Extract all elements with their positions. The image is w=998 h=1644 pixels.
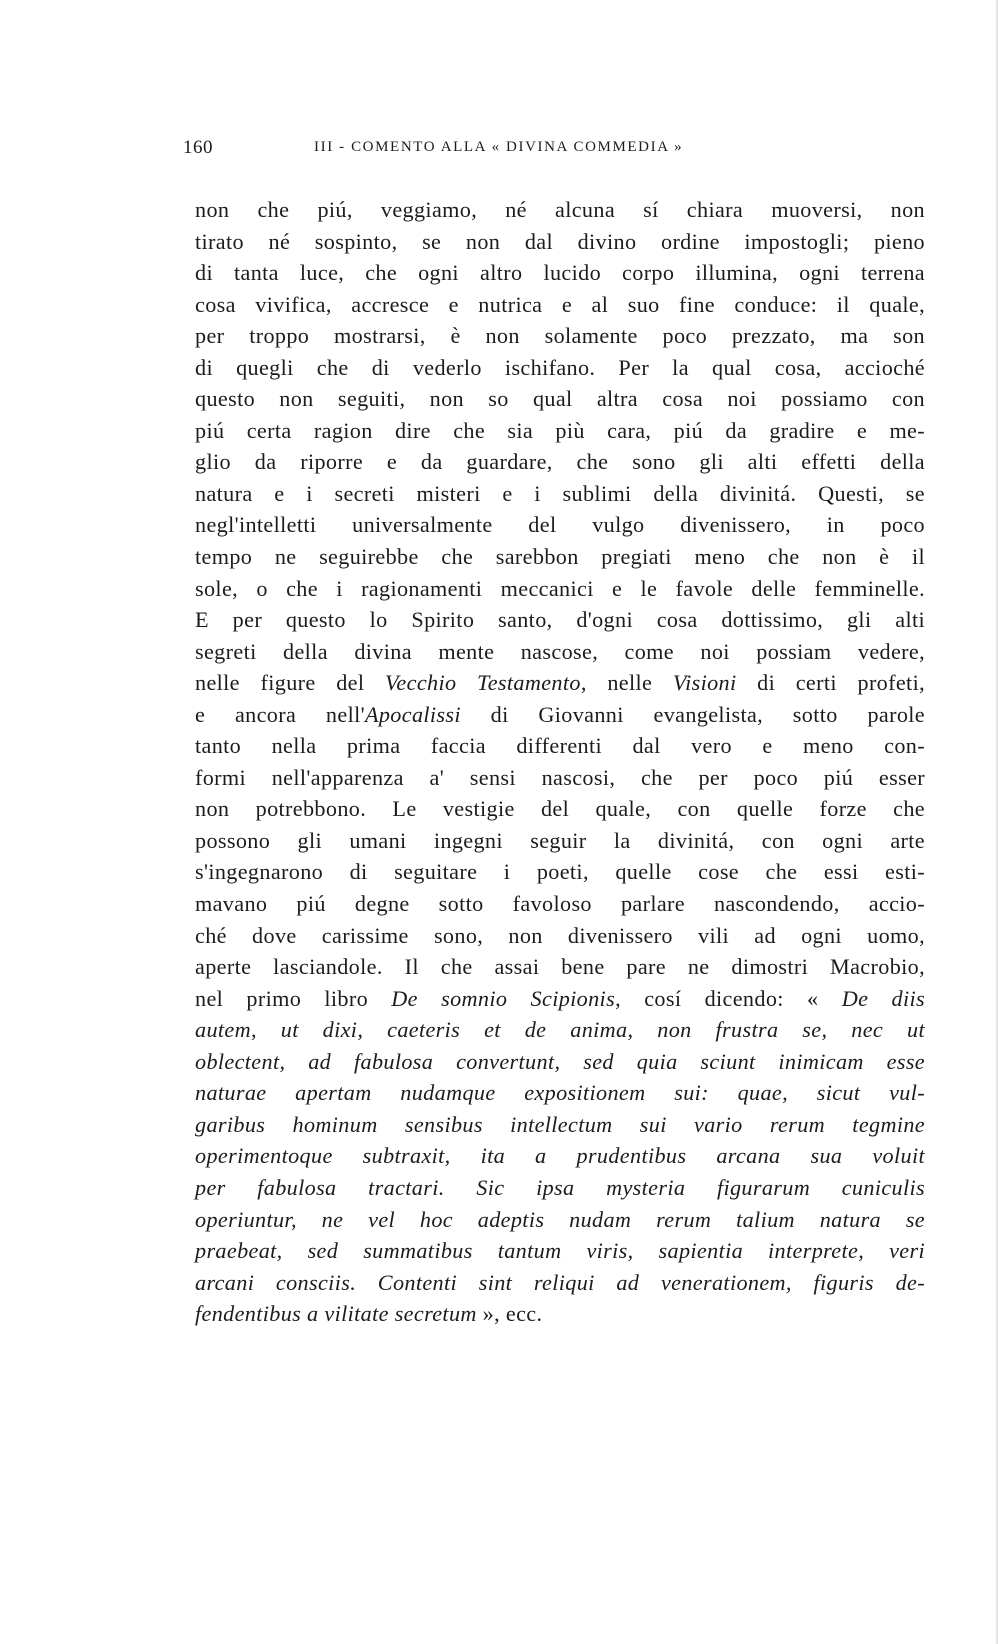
text-line xyxy=(195,636,925,668)
text-segment: negl'intelletti universalmente del vulgo divenissero, in poco xyxy=(195,512,925,538)
text-line xyxy=(195,1267,925,1299)
italic-segment: oblectent, ad fabulosa convertunt, sed quia sciunt inimicam esse xyxy=(195,1048,925,1074)
italic-segment: De somnio Scipionis xyxy=(391,985,616,1011)
text-line xyxy=(195,509,925,541)
text-line xyxy=(195,1046,925,1078)
text-segment: mavano piú degne sotto favoloso parlare nascondendo, accio- xyxy=(195,891,925,917)
text-line xyxy=(195,793,925,825)
italic-segment: operimentoque subtraxit, ita a prudentibus arcana sua voluit xyxy=(195,1143,925,1169)
text-line xyxy=(195,920,925,952)
text-segment: », ecc. xyxy=(476,1301,543,1327)
text-line xyxy=(195,257,925,289)
text-line xyxy=(195,194,925,226)
text-segment: segreti della divina mente nascose, come noi possiam vedere, xyxy=(195,638,925,664)
text-line xyxy=(195,383,925,415)
text-segment: aperte lasciandole. Il che assai bene pare ne dimostri Macrobio, xyxy=(195,954,925,980)
text-line xyxy=(195,1109,925,1141)
italic-segment: per fabulosa tractari. Sic ipsa mysteria figurarum cuniculis xyxy=(195,1174,925,1200)
text-line xyxy=(195,730,925,762)
text-line xyxy=(195,1298,925,1330)
text-segment: , cosí dicendo: « xyxy=(615,985,842,1011)
text-line xyxy=(195,352,925,384)
text-segment: tempo ne seguirebbe che sarebbon pregiati meno che non è il xyxy=(195,544,925,570)
text-line xyxy=(195,415,925,447)
text-line xyxy=(195,1077,925,1109)
text-line xyxy=(195,856,925,888)
text-segment: per troppo mostrarsi, è non solamente poco prezzato, ma son xyxy=(195,323,925,349)
italic-segment: operiuntur, ne vel hoc adeptis nudam rerum talium natura se xyxy=(195,1206,925,1232)
text-segment: non potrebbono. Le vestigie del quale, con quelle forze che xyxy=(195,796,925,822)
text-line xyxy=(195,951,925,983)
text-segment: cosa vivifica, accresce e nutrica e al suo fine conduce: il quale, xyxy=(195,291,925,317)
running-head xyxy=(183,137,823,161)
text-segment: , nelle xyxy=(580,670,673,696)
text-line xyxy=(195,1014,925,1046)
text-line xyxy=(195,573,925,605)
text-segment: nelle figure del xyxy=(195,670,385,696)
text-segment: sole, o che i ragionamenti meccanici e le favole delle femminelle. xyxy=(195,575,925,601)
italic-segment: Vecchio Testamento xyxy=(384,670,581,696)
text-line xyxy=(195,888,925,920)
text-segment: tirato né sospinto, se non dal divino ordine impostogli; pieno xyxy=(195,228,925,254)
text-line xyxy=(195,541,925,573)
text-segment: ché dove carissime sono, non divenissero vili ad ogni uomo, xyxy=(195,922,925,948)
text-segment: E per questo lo Spirito santo, d'ogni cosa dottissimo, gli alti xyxy=(195,607,925,633)
italic-segment: fendentibus a vilitate secretum xyxy=(195,1301,477,1327)
text-segment: s'ingegnarono di seguitare i poeti, quelle cose che essi esti- xyxy=(195,859,925,885)
text-segment: natura e i secreti misteri e i sublimi della divinitá. Questi, se xyxy=(195,480,925,506)
text-segment: nel primo libro xyxy=(195,985,392,1011)
text-segment: non che piú, veggiamo, né alcuna sí chiara muoversi, non xyxy=(195,197,925,222)
text-segment: di tanta luce, che ogni altro lucido corpo illumina, ogni terrena xyxy=(195,260,925,286)
text-line xyxy=(195,320,925,352)
italic-segment: naturae apertam nudamque expositionem sui: quae, sicut vul- xyxy=(195,1080,925,1106)
text-line xyxy=(195,1204,925,1236)
text-segment: possono gli umani ingegni seguir la divinitá, con ogni arte xyxy=(195,827,925,853)
page-number: 160 xyxy=(183,137,213,158)
text-segment: glio da riporre e da guardare, che sono gli alti effetti della xyxy=(195,449,925,475)
text-line xyxy=(195,604,925,636)
text-segment: di quegli che di vederlo ischifano. Per la qual cosa, accioché xyxy=(195,354,925,380)
italic-segment: autem, ut dixi, caeteris et de anima, non frustra se, nec ut xyxy=(195,1017,925,1043)
italic-segment: garibus hominum sensibus intellectum sui vario rerum tegmine xyxy=(195,1111,925,1137)
text-segment: piú certa ragion dire che sia più cara, piú da gradire e me- xyxy=(195,417,925,443)
running-title: III - COMENTO ALLA « DIVINA COMMEDIA » xyxy=(314,139,684,155)
text-segment: tanto nella prima faccia differenti dal vero e meno con- xyxy=(195,733,925,759)
italic-segment: praebeat, sed summatibus tantum viris, sapientia interprete, veri xyxy=(195,1238,925,1264)
text-line xyxy=(195,446,925,478)
italic-segment: Visioni xyxy=(672,670,737,696)
text-line xyxy=(195,983,925,1015)
text-segment: di certi profeti, xyxy=(736,670,925,696)
text-line xyxy=(195,289,925,321)
text-line xyxy=(195,478,925,510)
italic-segment: arcani consciis. Contenti sint reliqui ad venerationem, figuris de- xyxy=(195,1269,925,1295)
text-line xyxy=(195,1140,925,1172)
text-segment: di Giovanni evangelista, sotto parole xyxy=(460,701,925,727)
body-text xyxy=(195,194,925,1330)
text-line xyxy=(195,1172,925,1204)
text-line xyxy=(195,1235,925,1267)
italic-segment: De diis xyxy=(841,985,925,1011)
text-line xyxy=(195,699,925,731)
text-line xyxy=(195,226,925,258)
text-segment: e ancora nell' xyxy=(195,701,365,727)
text-line xyxy=(195,762,925,794)
text-segment: formi nell'apparenza a' sensi nascosi, che per poco piú esser xyxy=(195,764,925,790)
text-segment: questo non seguiti, non so qual altra cosa noi possiamo con xyxy=(195,386,925,412)
text-line xyxy=(195,667,925,699)
italic-segment: Apocalissi xyxy=(364,701,461,727)
text-line xyxy=(195,825,925,857)
